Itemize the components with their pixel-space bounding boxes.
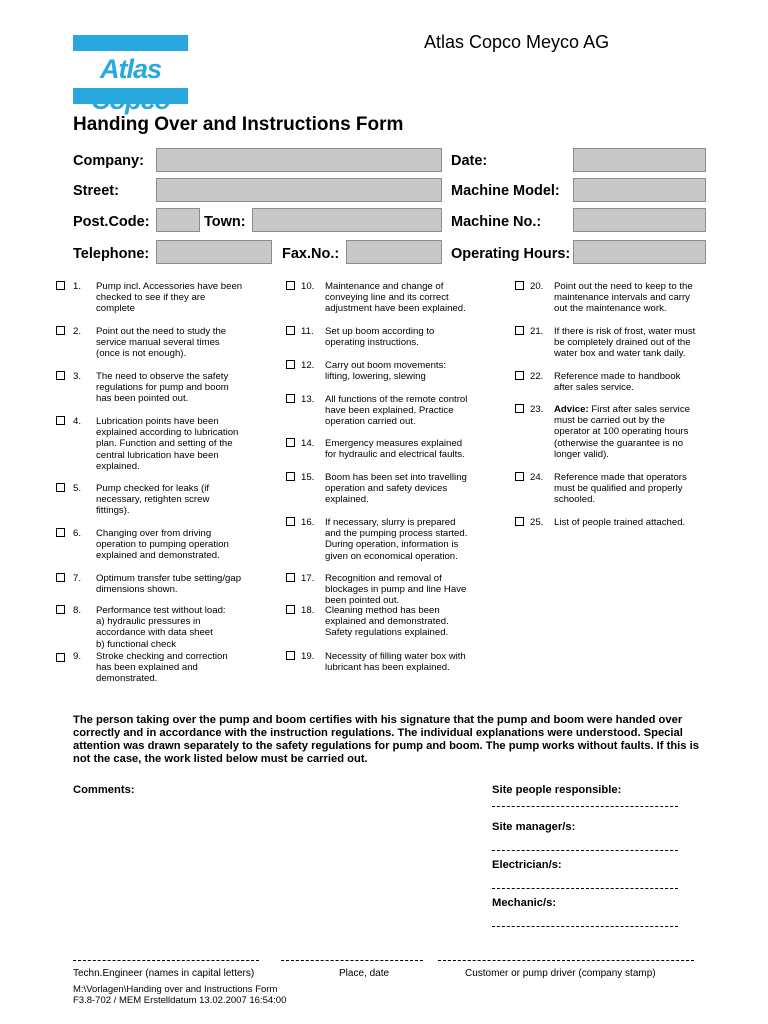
engineer-signature-line[interactable] (73, 960, 259, 961)
item-text (554, 404, 719, 460)
customer-caption: Customer or pump driver (company stamp) (465, 968, 656, 979)
checkbox-icon[interactable] (286, 605, 295, 614)
item-number: 24. (530, 472, 544, 483)
item-number: 10. (301, 281, 315, 292)
company-name: Atlas Copco Meyco AG (424, 32, 610, 52)
item-text: Point out the need to keep to the maintenance intervals and carry out the maintenance work. (554, 281, 693, 315)
machine-no-field[interactable] (573, 208, 706, 232)
checkbox-icon[interactable] (286, 281, 295, 290)
telephone-label: Telephone: (73, 246, 150, 262)
checkbox-icon[interactable] (515, 281, 524, 290)
mechanic-line[interactable] (492, 926, 678, 927)
advice-label: Advice: (554, 404, 589, 415)
customer-signature-line[interactable] (438, 960, 694, 961)
advice-text: First after sales service must be carried out by the operator at 100 operating hours (otherwise the guarantee is no longer valid). (554, 404, 690, 460)
checkbox-icon[interactable] (56, 326, 65, 335)
postcode-label: Post.Code: (73, 214, 150, 230)
checkbox-icon[interactable] (286, 651, 295, 660)
item-number: 23. (530, 404, 544, 415)
checkbox-icon[interactable] (515, 404, 524, 413)
item-text: Reference made that operators must be qualified and properly schooled. (554, 472, 687, 506)
checkbox-icon[interactable] (56, 483, 65, 492)
checkbox-icon[interactable] (515, 517, 524, 526)
item-number: 22. (530, 371, 544, 382)
item-text: Cleaning method has been explained and demonstrated. Safety regulations explained. (325, 605, 449, 639)
site-people-line[interactable] (492, 806, 678, 807)
item-text: The need to observe the safety regulations for pump and boom has been pointed out. (96, 371, 229, 405)
certification-statement: The person taking over the pump and boom certifies with his signature that the pump and boom were handed over correctly and in accordance with the instruction regulations. The individual explanations were understood. Special attention was drawn separately to the safety regulations for pump and boom. The pump works without faults. If this is not the case, the work listed below must be carried out. (73, 714, 699, 765)
town-label: Town: (204, 214, 246, 230)
site-manager-line[interactable] (492, 850, 678, 851)
checkbox-icon[interactable] (286, 517, 295, 526)
fax-field[interactable] (346, 240, 442, 264)
item-number: 5. (73, 483, 82, 494)
town-field[interactable] (252, 208, 442, 232)
checkbox-icon[interactable] (286, 394, 295, 403)
comments-label: Comments: (73, 784, 135, 796)
item-number: 7. (73, 573, 82, 584)
site-manager-label: Site manager/s: (492, 821, 576, 833)
company-label: Company: (73, 153, 144, 169)
item-text: Boom has been set into travelling operation and safety devices explained. (325, 472, 467, 506)
document-path: M:\Vorlagen\Handing over and Instructions Form (73, 984, 278, 995)
item-number: 11. (301, 326, 314, 337)
item-text: Stroke checking and correction has been explained and demonstrated. (96, 651, 228, 685)
item-number: 16. (301, 517, 315, 528)
checkbox-icon[interactable] (286, 360, 295, 369)
checkbox-icon[interactable] (56, 416, 65, 425)
item-text: Pump checked for leaks (if necessary, retighten screw fittings). (96, 483, 210, 517)
item-text: Maintenance and change of conveying line and its correct adjustment have been explained. (325, 281, 466, 315)
operating-hours-label: Operating Hours: (451, 246, 571, 262)
item-text: Recognition and removal of blockages in pump and line Have been pointed out. (325, 573, 467, 607)
item-number: 4. (73, 416, 82, 427)
date-field[interactable] (573, 148, 706, 172)
form-title: Handing Over and Instructions Form (73, 114, 404, 135)
machine-no-label: Machine No.: (451, 214, 542, 230)
item-number: 18. (301, 605, 315, 616)
item-number: 9. (73, 651, 82, 662)
checkbox-icon[interactable] (286, 573, 295, 582)
item-number: 3. (73, 371, 82, 382)
atlas-copco-logo: Atlas (99, 54, 162, 84)
item-text: Performance test without load: a) hydraulic pressures in accordance with data sheet b) functional check (96, 605, 226, 650)
machine-model-field[interactable] (573, 178, 706, 202)
checkbox-icon[interactable] (515, 472, 524, 481)
fax-label: Fax.No.: (282, 246, 340, 262)
checkbox-icon[interactable] (56, 653, 65, 662)
checkbox-icon[interactable] (286, 472, 295, 481)
item-number: 13. (301, 394, 315, 405)
checkbox-icon[interactable] (56, 371, 65, 380)
item-number: 6. (73, 528, 82, 539)
place-date-line[interactable] (281, 960, 423, 961)
item-text: Lubrication points have been explained according to lubrication plan. Function and setting of the central lubrication have been explained. (96, 416, 239, 472)
document-reference: F3.8-702 / MEM Erstelldatum 13.02.2007 16:54:00 (73, 995, 287, 1006)
postcode-field[interactable] (156, 208, 200, 232)
electrician-line[interactable] (492, 888, 678, 889)
checkbox-icon[interactable] (56, 573, 65, 582)
item-text: Emergency measures explained for hydraulic and electrical faults. (325, 438, 465, 461)
item-text: List of people trained attached. (554, 517, 686, 528)
item-text: Point out the need to study the service manual several times (once is not enough). (96, 326, 227, 360)
checkbox-icon[interactable] (515, 371, 524, 380)
item-text: All functions of the remote control have been explained. Practice operation carried out. (325, 394, 468, 428)
item-number: 19. (301, 651, 315, 662)
street-field[interactable] (156, 178, 442, 202)
logo-bar-bottom (73, 88, 188, 104)
item-text: Carry out boom movements: lifting, lowering, slewing (325, 360, 447, 383)
checkbox-icon[interactable] (56, 528, 65, 537)
checkbox-icon[interactable] (286, 438, 295, 447)
date-label: Date: (451, 153, 488, 169)
item-number: 8. (73, 605, 82, 616)
company-field[interactable] (156, 148, 442, 172)
mechanic-label: Mechanic/s: (492, 897, 557, 909)
item-number: 14. (301, 438, 315, 449)
electrician-label: Electrician/s: (492, 859, 562, 871)
item-number: 20. (530, 281, 544, 292)
item-text: If there is risk of frost, water must be completely drained out of the water box and water tank daily. (554, 326, 696, 360)
item-number: 21. (530, 326, 544, 337)
telephone-field[interactable] (156, 240, 272, 264)
item-text: Changing over from driving operation to pumping operation explained and demonstrated. (96, 528, 229, 562)
item-number: 25. (530, 517, 544, 528)
item-text: Optimum transfer tube setting/gap dimensions shown. (96, 573, 242, 596)
engineer-caption: Techn.Engineer (names in capital letters) (73, 968, 255, 979)
checkbox-icon[interactable] (286, 326, 295, 335)
checkbox-icon[interactable] (56, 281, 65, 290)
item-number: 15. (301, 472, 315, 483)
site-people-label: Site people responsible: (492, 784, 622, 796)
item-number: 17. (301, 573, 315, 584)
item-text: Pump incl. Accessories have been checked to see if they are complete (96, 281, 243, 315)
item-number: 1. (73, 281, 82, 292)
item-number: 2. (73, 326, 82, 337)
item-text: If necessary, slurry is prepared and the pumping process started. During operation, information is given on economical operation. (325, 517, 468, 562)
street-label: Street: (73, 183, 119, 199)
checkbox-icon[interactable] (515, 326, 524, 335)
operating-hours-field[interactable] (573, 240, 706, 264)
checkbox-icon[interactable] (56, 605, 65, 614)
logo-bar-top (73, 35, 188, 51)
item-text: Necessity of filling water box with lubricant has been explained. (325, 651, 466, 674)
item-text: Reference made to handbook after sales service. (554, 371, 681, 394)
place-date-caption: Place, date (339, 968, 390, 979)
machine-model-label: Machine Model: (451, 183, 560, 199)
item-number: 12. (301, 360, 315, 371)
item-text: Set up boom according to operating instructions. (325, 326, 435, 349)
